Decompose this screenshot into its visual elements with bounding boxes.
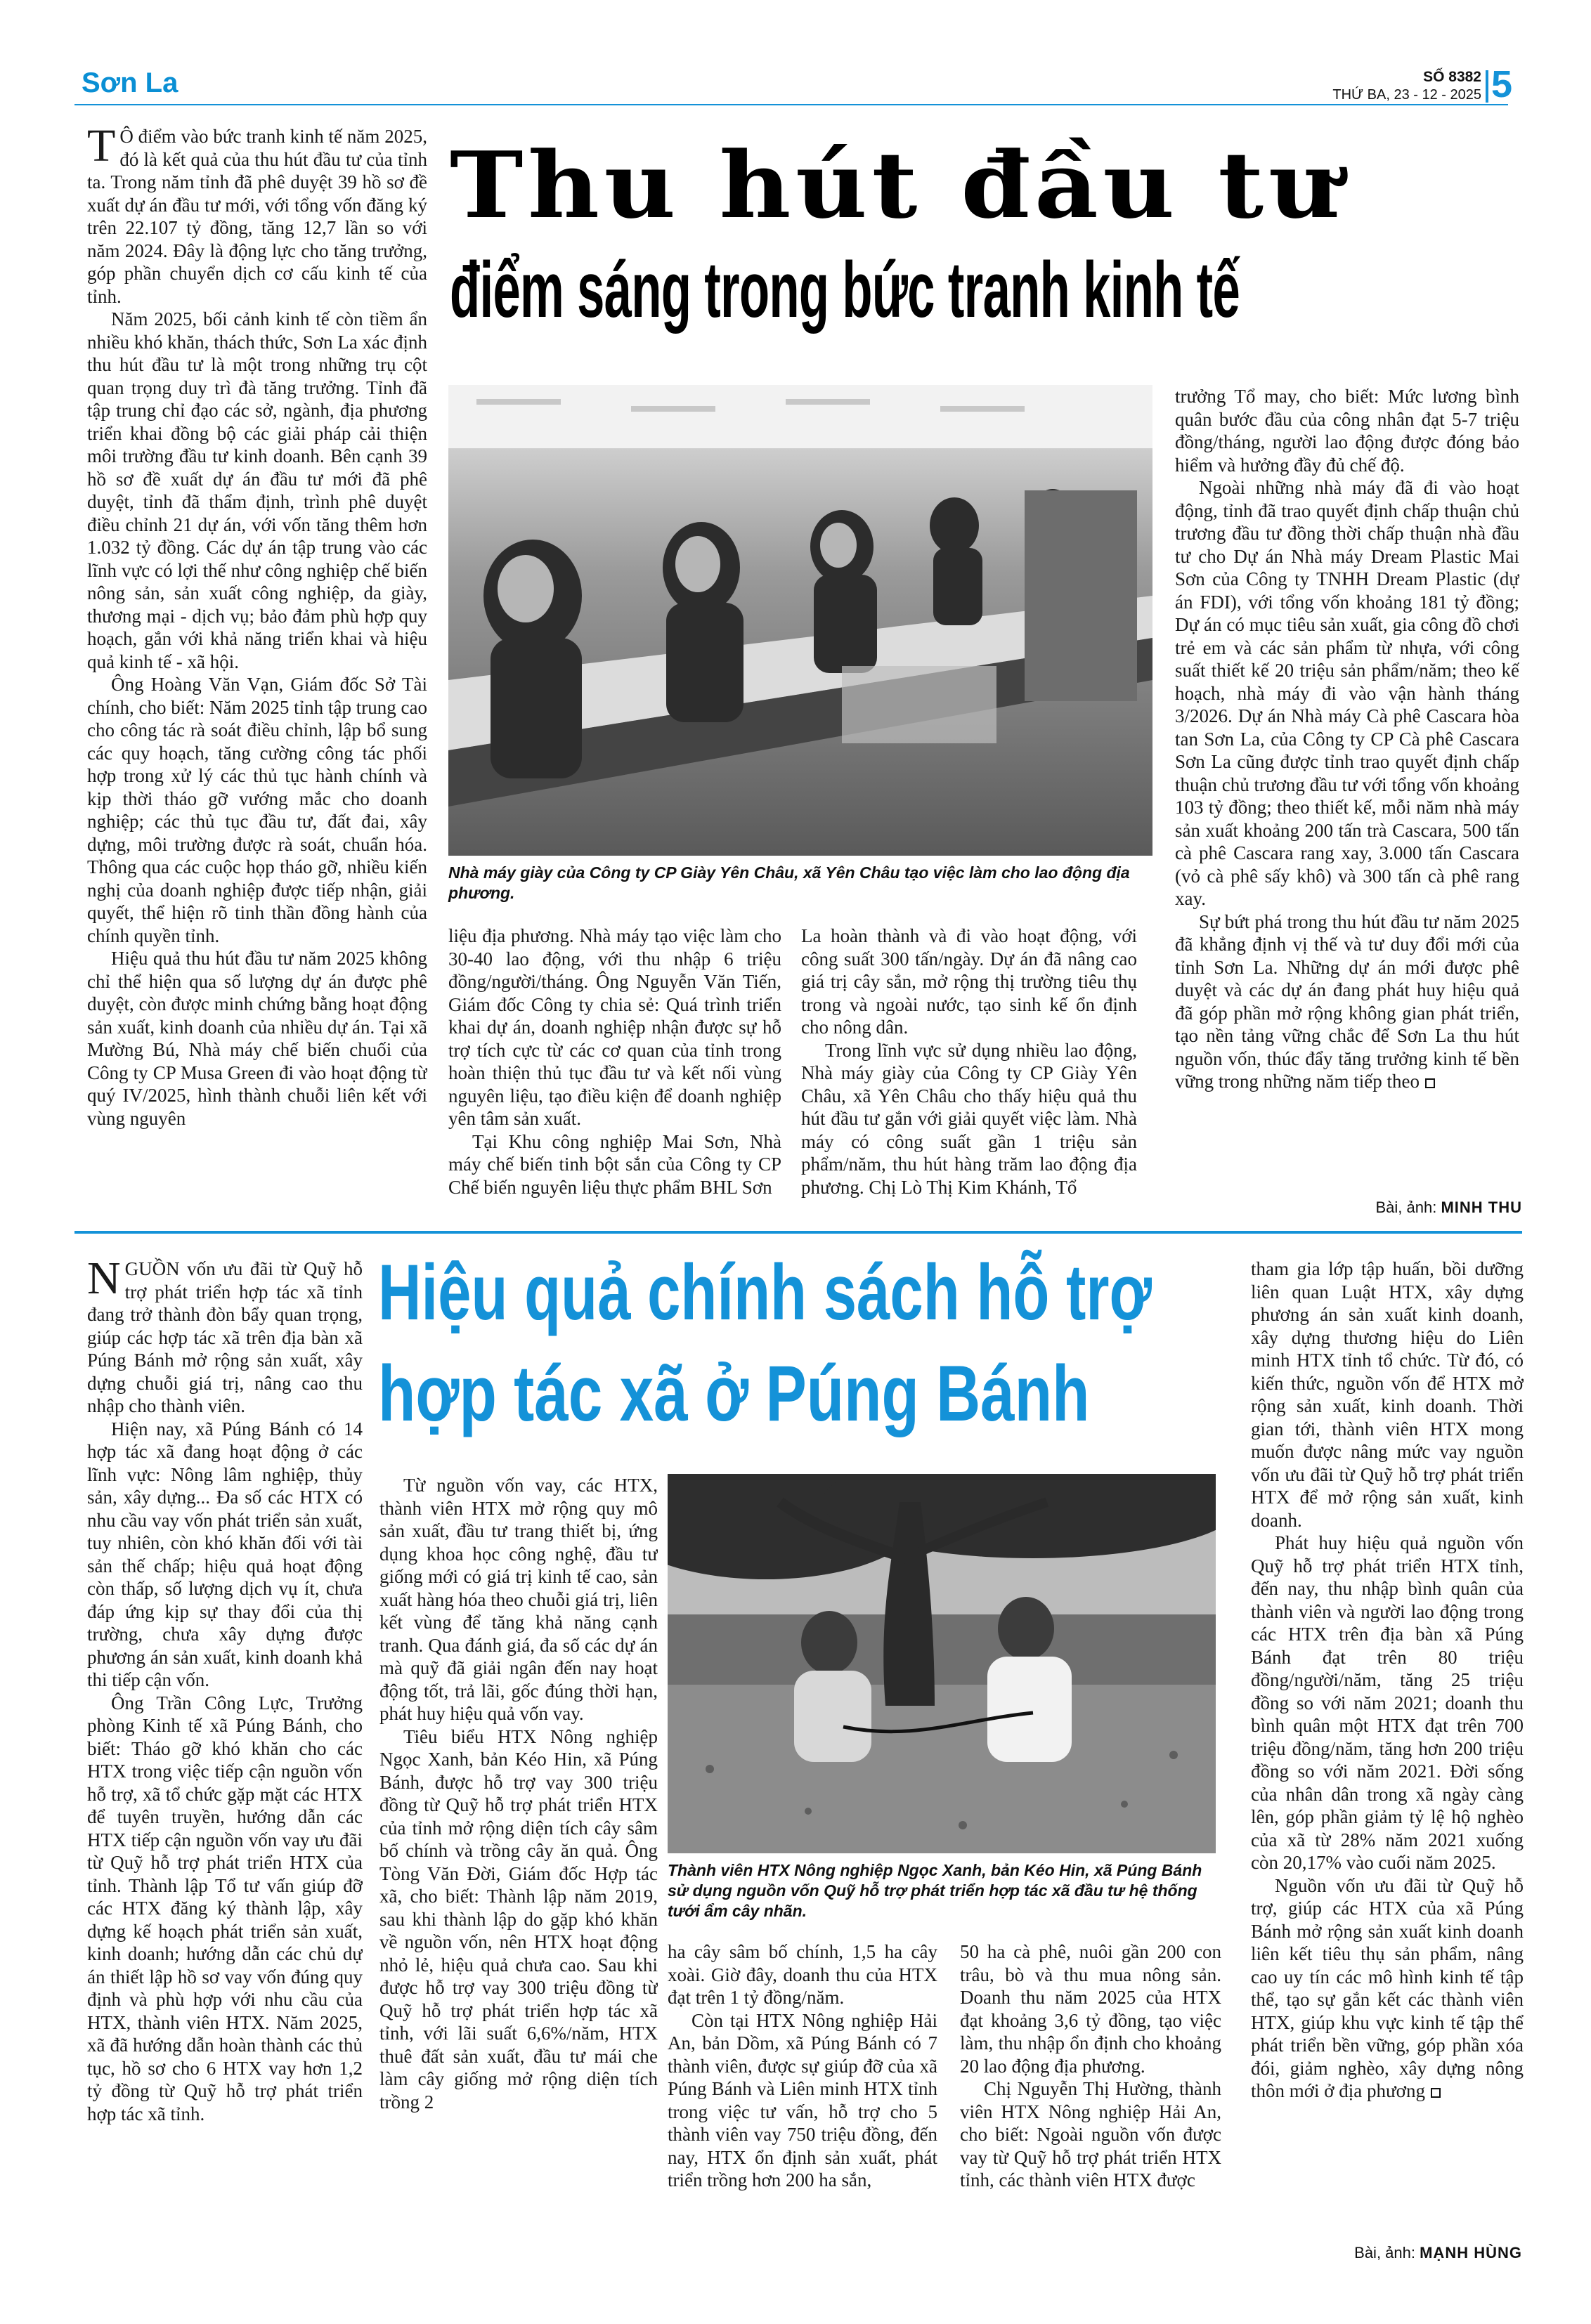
paragraph: Còn tại HTX Nông nghiệp Hải An, bản Dồm, xã Púng Bánh có 7 thành viên, được sự giúp đỡ của xã Púng Bánh và Liên minh HTX tỉnh trong việc tư vấn, hỗ trợ cho 5 thành viên vay 750 triệu đồng, đến nay, HTX ổn định sản xuất, phát triển trồng hơn 200 ha sắn,: [668, 2009, 937, 2191]
section-name: Sơn La: [82, 67, 178, 98]
article1-column-3: [801, 925, 1137, 1220]
article-divider: [74, 1231, 1522, 1234]
page-number: 5: [1491, 63, 1513, 105]
paragraph: ha cây sâm bố chính, 1,5 ha cây xoài. Giờ đây, doanh thu của HTX đạt trên 1 tỷ đồng/năm.: [668, 1941, 937, 2008]
article2-author: [1237, 2244, 1522, 2262]
article2-column-3: [668, 1940, 937, 2250]
header-rule: [74, 104, 1508, 105]
paragraph: GUỒN vốn ưu đãi từ Quỹ hỗ trợ phát triển hợp tác xã tỉnh đang trở thành đòn bẩy quan trọng, giúp các hợp tác xã trên địa bàn xã Púng Bánh mở rộng sản xuất, xây dựng chuỗi giá trị, nâng cao thu nhập cho thành viên.: [87, 1258, 363, 1416]
article1-column-1: [87, 125, 427, 1179]
article1-lead-paragraph: [87, 125, 427, 308]
paragraph: Hiện nay, xã Púng Bánh có 14 hợp tác xã đang hoạt động ở các lĩnh vực: Nông lâm nghiệp, thủy sản, xây dựng... Đa số các HTX có nhu cầu vay vốn phát triển sản xuất, tuy nhiên, còn khó khăn đối với tài sản thế chấp; hiệu quả hoạt động còn thấp, số lượng dịch vụ ít, chưa đáp ứng kịp sự thay đổi của thị trường, chưa xây dựng được phương án sản xuất, kinh doanh khả thi tiếp cận vốn.: [87, 1418, 363, 1690]
article2-photo-caption: Thành viên HTX Nông nghiệp Ngọc Xanh, bản Kéo Hin, xã Púng Bánh sử dụng nguồn vốn Quỹ hỗ trợ phát triển hợp tác xã đầu tư hệ thống tưới ẩm cây nhãn.: [668, 1861, 1202, 1920]
paragraph: tham gia lớp tập huấn, bồi dưỡng liên quan Luật HTX, xây dựng phương án sản xuất kinh doanh, xây dựng thương hiệu do Liên minh HTX tỉnh tổ chức. Từ đó, có kiến thức, nguồn vốn để HTX mở rộng sản xuất, kinh doanh. Thời gian tới, thành viên HTX mong muốn được nâng mức vay nguồn vốn ưu đãi từ Quỹ hỗ trợ phát triển HTX để mở rộng sản xuất, kinh doanh.: [1251, 1258, 1524, 1531]
paragraph: Tiêu biểu HTX Nông nghiệp Ngọc Xanh, bản Kéo Hin, xã Púng Bánh, được hỗ trợ vay 300 triệu đồng từ Quỹ hỗ trợ phát triển HTX của tỉnh mở rộng diện tích cây sâm bố chính và trồng cây ăn quả. Ông Tòng Văn Đời, Giám đốc Hợp tác xã, cho biết: Thành lập năm 2019, sau khi thành lập do gặp khó khăn về nguồn vốn, nên HTX hoạt động nhỏ lẻ, hiệu quả chưa cao. Sau khi được hỗ trợ vay 300 triệu đồng từ Quỹ hỗ trợ phát triển hợp tác xã tỉnh, với lãi suất 6,6%/năm, HTX thuê đất sản xuất, đầu tư mái che làm cây giống mở rộng diện tích trồng 2: [379, 1725, 658, 2113]
article1-column-4: [1175, 385, 1519, 1193]
article1-photo-caption: Nhà máy giày của Công ty CP Giày Yên Châu, xã Yên Châu tạo việc làm cho lao động địa phương.: [448, 863, 1130, 902]
paragraph: [1175, 910, 1519, 1093]
paragraph: Năm 2025, bối cảnh kinh tế còn tiềm ẩn nhiều khó khăn, thách thức, Sơn La xác định thu hút đầu tư là một trong những trụ cột quan trọng duy trì đà tăng trưởng. Tỉnh đã tập trung chỉ đạo các sở, ngành, địa phương triển khai đồng bộ các giải pháp cải thiện môi trường đầu tư kinh doanh. Bên cạnh 39 hồ sơ đề xuất dự án đầu tư mới đã phê duyệt, tỉnh đã thẩm định, trình phê duyệt điều chỉnh 21 dự án, với vốn tăng thêm hơn 1.032 tỷ đồng. Các dự án tập trung vào các lĩnh vực có lợi thế như công nghiệp chế biến nông sản, sản xuất công nghiệp, da giày, thương mại - dịch vụ; bảo đảm phù hợp quy hoạch, gắn với khả năng triển khai và hiệu quả kinh tế - xã hội.: [87, 308, 427, 672]
article1-author: [1265, 1199, 1522, 1217]
article2-column-1: [87, 1258, 363, 2247]
paragraph: [1251, 1874, 1524, 2103]
paragraph-text: Sự bứt phá trong thu hút đầu tư năm 2025 đã khẳng định vị thế và tư duy đổi mới của tỉnh Sơn La. Những dự án mới được phê duyệt và các dự án đang phát huy hiệu quả đã góp phần mở rộng không gian phát triển, tạo nền tảng vững chắc để Sơn La thu hút nguồn vốn, thúc đẩy tăng trưởng kinh tế bền vững trong những năm tiếp theo: [1175, 910, 1519, 1092]
issue-date: THỨ BA, 23 - 12 - 2025: [1332, 87, 1481, 103]
paragraph: liệu địa phương. Nhà máy tạo việc làm cho 30-40 lao động, với thu nhập 6 triệu đồng/người/tháng. Ông Nguyễn Văn Tiến, Giám đốc Công ty chia sẻ: Quá trình triển khai dự án, doanh nghiệp nhận được sự hỗ trợ tích cực từ các cơ quan của tỉnh trong hoàn thiện thủ tục đầu tư và kết nối vùng nguyên liệu, tạo điều kiện để doanh nghiệp yên tâm sản xuất.: [448, 925, 781, 1129]
orchard-irrigation-photo: [668, 1474, 1216, 1853]
article2-lead-paragraph: [87, 1258, 363, 1418]
author-name: MINH THU: [1441, 1199, 1522, 1216]
paragraph: Hiệu quả thu hút đầu tư năm 2025 không chỉ thể hiện qua số lượng dự án được phê duyệt, còn được minh chứng bằng hoạt động sản xuất, kinh doanh của nhiều dự án. Tại xã Mường Bú, Nhà máy chế biến chuối của Công ty CP Musa Green đi vào hoạt động từ quý IV/2025, hình thành chuỗi liên kết với vùng nguyên: [87, 948, 427, 1129]
article2-title-line1: Hiệu quả chính sách hỗ trợ: [378, 1248, 1152, 1336]
article2-column-4: [960, 1940, 1221, 2250]
orchard-photo-illustration: [668, 1474, 1216, 1853]
paragraph: trưởng Tổ may, cho biết: Mức lương bình quân bước đầu của công nhân đạt 5-7 triệu đồng/tháng, người lao động được đóng bảo hiểm và hưởng đầy đủ chế độ.: [1175, 386, 1519, 476]
article1-title-line2: điểm sáng trong bức tranh kinh tế: [450, 246, 1240, 334]
factory-photo-illustration: [448, 385, 1152, 856]
paragraph: Ông Hoàng Văn Vạn, Giám đốc Sở Tài chính, cho biết: Năm 2025 tỉnh tập trung cao cho công tác rà soát điều chỉnh, lập bổ sung các quy hoạch, tăng cường công tác phối hợp trong xử lý các thủ tục hành chính và kịp thời tháo gỡ vướng mắc cho doanh nghiệp; các thủ tục đầu tư, đất đai, xây dựng, môi trường được rà soát, chuẩn hóa. Thông qua các cuộc họp tháo gỡ, nhiều kiến nghị của doanh nghiệp được tiếp nhận, giải quyết, thể hiện rõ tinh thần đồng hành của chính quyền tỉnh.: [87, 674, 427, 946]
author-prefix: Bài, ảnh:: [1375, 1199, 1437, 1216]
end-square-icon: [1425, 1078, 1435, 1088]
end-square-icon: [1431, 2088, 1441, 2098]
paragraph-text: Nguồn vốn ưu đãi từ Quỹ hỗ trợ, giúp các HTX của xã Púng Bánh mở rộng sản xuất kinh doanh liên kết tiêu thụ sản phẩm, nâng cao uy tín các mô hình kinh tế tập thể, tạo sự gắn kết các thành viên HTX, giúp khu vực kinh tế tập thể phát triển bền vững, góp phần xóa đói, giảm nghèo, xây dựng nông thôn mới ở địa phương: [1251, 1874, 1524, 2101]
paragraph: Ô điểm vào bức tranh kinh tế năm 2025, đó là kết quả của thu hút đầu tư của tỉnh ta. Trong năm tỉnh đã phê duyệt 39 hồ sơ đề xuất dự án đầu tư mới, với tổng vốn đăng ký trên 22.107 tỷ đồng, tăng 12,7 lần so với năm 2024. Đây là động lực cho tăng trưởng, góp phần chuyển dịch cơ cấu kinh tế của tỉnh.: [87, 126, 427, 307]
article1-title-line1: Thu hút đầu tư: [450, 131, 1345, 239]
paragraph: Trong lĩnh vực sử dụng nhiều lao động, Nhà máy giày của Công ty CP Giày Yên Châu, xã Yên Châu cho thấy hiệu quả thu hút đầu tư gắn với giải quyết việc làm. Nhà máy có công suất gần 1 triệu sản phẩm/năm, thu hút hàng trăm lao động địa phương. Chị Lò Thị Kim Khánh, Tổ: [801, 1039, 1137, 1198]
page-number-bar: [1486, 70, 1488, 103]
article2-column-5: [1251, 1258, 1524, 2241]
article2-title-line2: hợp tác xã ở Púng Bánh: [378, 1350, 1090, 1437]
paragraph: La hoàn thành và đi vào hoạt động, với công suất 300 tấn/ngày. Dự án đã nâng cao giá trị cây sắn, mở rộng thị trường tiêu thụ trong và ngoài nước, tạo sinh kế ổn định cho nông dân.: [801, 925, 1137, 1038]
dropcap: T: [87, 125, 116, 171]
author-prefix: Bài, ảnh:: [1354, 2244, 1415, 2261]
author-name: MẠNH HÙNG: [1420, 2244, 1522, 2261]
paragraph: 50 ha cà phê, nuôi gần 200 con trâu, bò và thu mua nông sản. Doanh thu năm 2025 của HTX đạt khoảng 3,6 tỷ đồng, tạo việc làm, thu nhập ổn định cho khoảng 20 lao động địa phương.: [960, 1941, 1221, 2077]
dropcap: N: [87, 1258, 121, 1304]
article1-column-2: [448, 925, 781, 1220]
factory-workers-photo: [448, 385, 1152, 856]
issue-number: SỐ 8382: [1423, 69, 1481, 85]
paragraph: Phát huy hiệu quả nguồn vốn Quỹ hỗ trợ phát triển HTX tỉnh, đến nay, thu nhập bình quân của thành viên và người lao động trong các HTX trên địa bàn xã Púng Bánh đạt trên 80 triệu đồng/người/năm, tăng 25 triệu đồng so với năm 2021; doanh thu bình quân một HTX đạt trên 700 triệu đồng/năm, tăng hơn 200 triệu đồng so với năm 2021. Đời sống của nhân dân trong xã ngày càng lên, góp phần giảm tỷ lệ hộ nghèo của xã từ 28% năm 2021 xuống còn 20,17% vào cuối năm 2025.: [1251, 1532, 1524, 1873]
paragraph: Ông Trần Công Lực, Trưởng phòng Kinh tế xã Púng Bánh, cho biết: Tháo gỡ khó khăn cho các HTX trong việc tiếp cận nguồn vốn hỗ trợ, xã tổ chức gặp mặt các HTX để tuyên truyền, hướng dẫn các HTX tiếp cận nguồn vốn vay ưu đãi từ Quỹ hỗ trợ phát triển HTX của tỉnh. Thành lập Tổ tư vấn giúp đỡ các HTX đăng ký thành lập, xây dựng kế hoạch phát triển sản xuất, kinh doanh; hướng dẫn các chủ dự án thiết lập hồ sơ vay vốn đúng quy định và phù hợp với nhu cầu của HTX, thành viên HTX. Năm 2025, xã đã hướng dẫn hoàn thành các thủ tục, hồ sơ cho 6 HTX vay hơn 1,2 tỷ đồng từ Quỹ hỗ trợ phát triển hợp tác xã tỉnh.: [87, 1692, 363, 2124]
paragraph: Ngoài những nhà máy đã đi vào hoạt động, tỉnh đã trao quyết định chấp thuận chủ trương đầu tư đồng thời chấp thuận nhà đầu tư cho Dự án Nhà máy Dream Plastic Mai Sơn của Công ty TNHH Dream Plastic (dự án FDI), với tổng vốn khoảng 181 tỷ đồng; Dự án có mục tiêu sản xuất, gia công đồ chơi trẻ em và các sản phẩm từ nhựa, với công suất thiết kế 20 triệu sản phẩm/năm; theo kế hoạch, nhà máy đi vào vận hành tháng 3/2026. Dự án Nhà máy Cà phê Cascara hòa tan Sơn La, của Công ty CP Cà phê Cascara Sơn La cũng được tỉnh trao quyết định chấp thuận chủ trương đầu tư với tổng vốn khoảng 103 tỷ đồng; theo thiết kế, mỗi năm nhà máy sản xuất khoảng 200 tấn trà Cascara, 500 tấn cà phê Cascara rang xay, 3.000 tấn Cascara (vỏ cà phê sấy khô) và 300 tấn cà phê rang xay.: [1175, 477, 1519, 909]
article2-column-2: [379, 1474, 658, 2247]
paragraph: Từ nguồn vốn vay, các HTX, thành viên HTX mở rộng quy mô sản xuất, đầu tư trang thiết bị, ứng dụng khoa học công nghệ, đầu tư giống mới có giá trị kinh tế cao, sản xuất hàng hóa theo chuỗi giá trị, liên kết vùng để tăng khả năng cạnh tranh. Qua đánh giá, đa số các dự án mà quỹ đã giải ngân đến nay hoạt động tốt, trả lãi, gốc đúng thời hạn, phát huy hiệu quả vốn vay.: [379, 1475, 658, 1724]
paragraph: Chị Nguyễn Thị Hường, thành viên HTX Nông nghiệp Hải An, cho biết: Ngoài nguồn vốn được vay từ Quỹ hỗ trợ phát triển HTX tỉnh, các thành viên HTX được: [960, 2078, 1221, 2191]
paragraph: Tại Khu công nghiệp Mai Sơn, Nhà máy chế biến tinh bột sắn của Công ty CP Chế biến nguyên liệu thực phẩm BHL Sơn: [448, 1130, 781, 1198]
